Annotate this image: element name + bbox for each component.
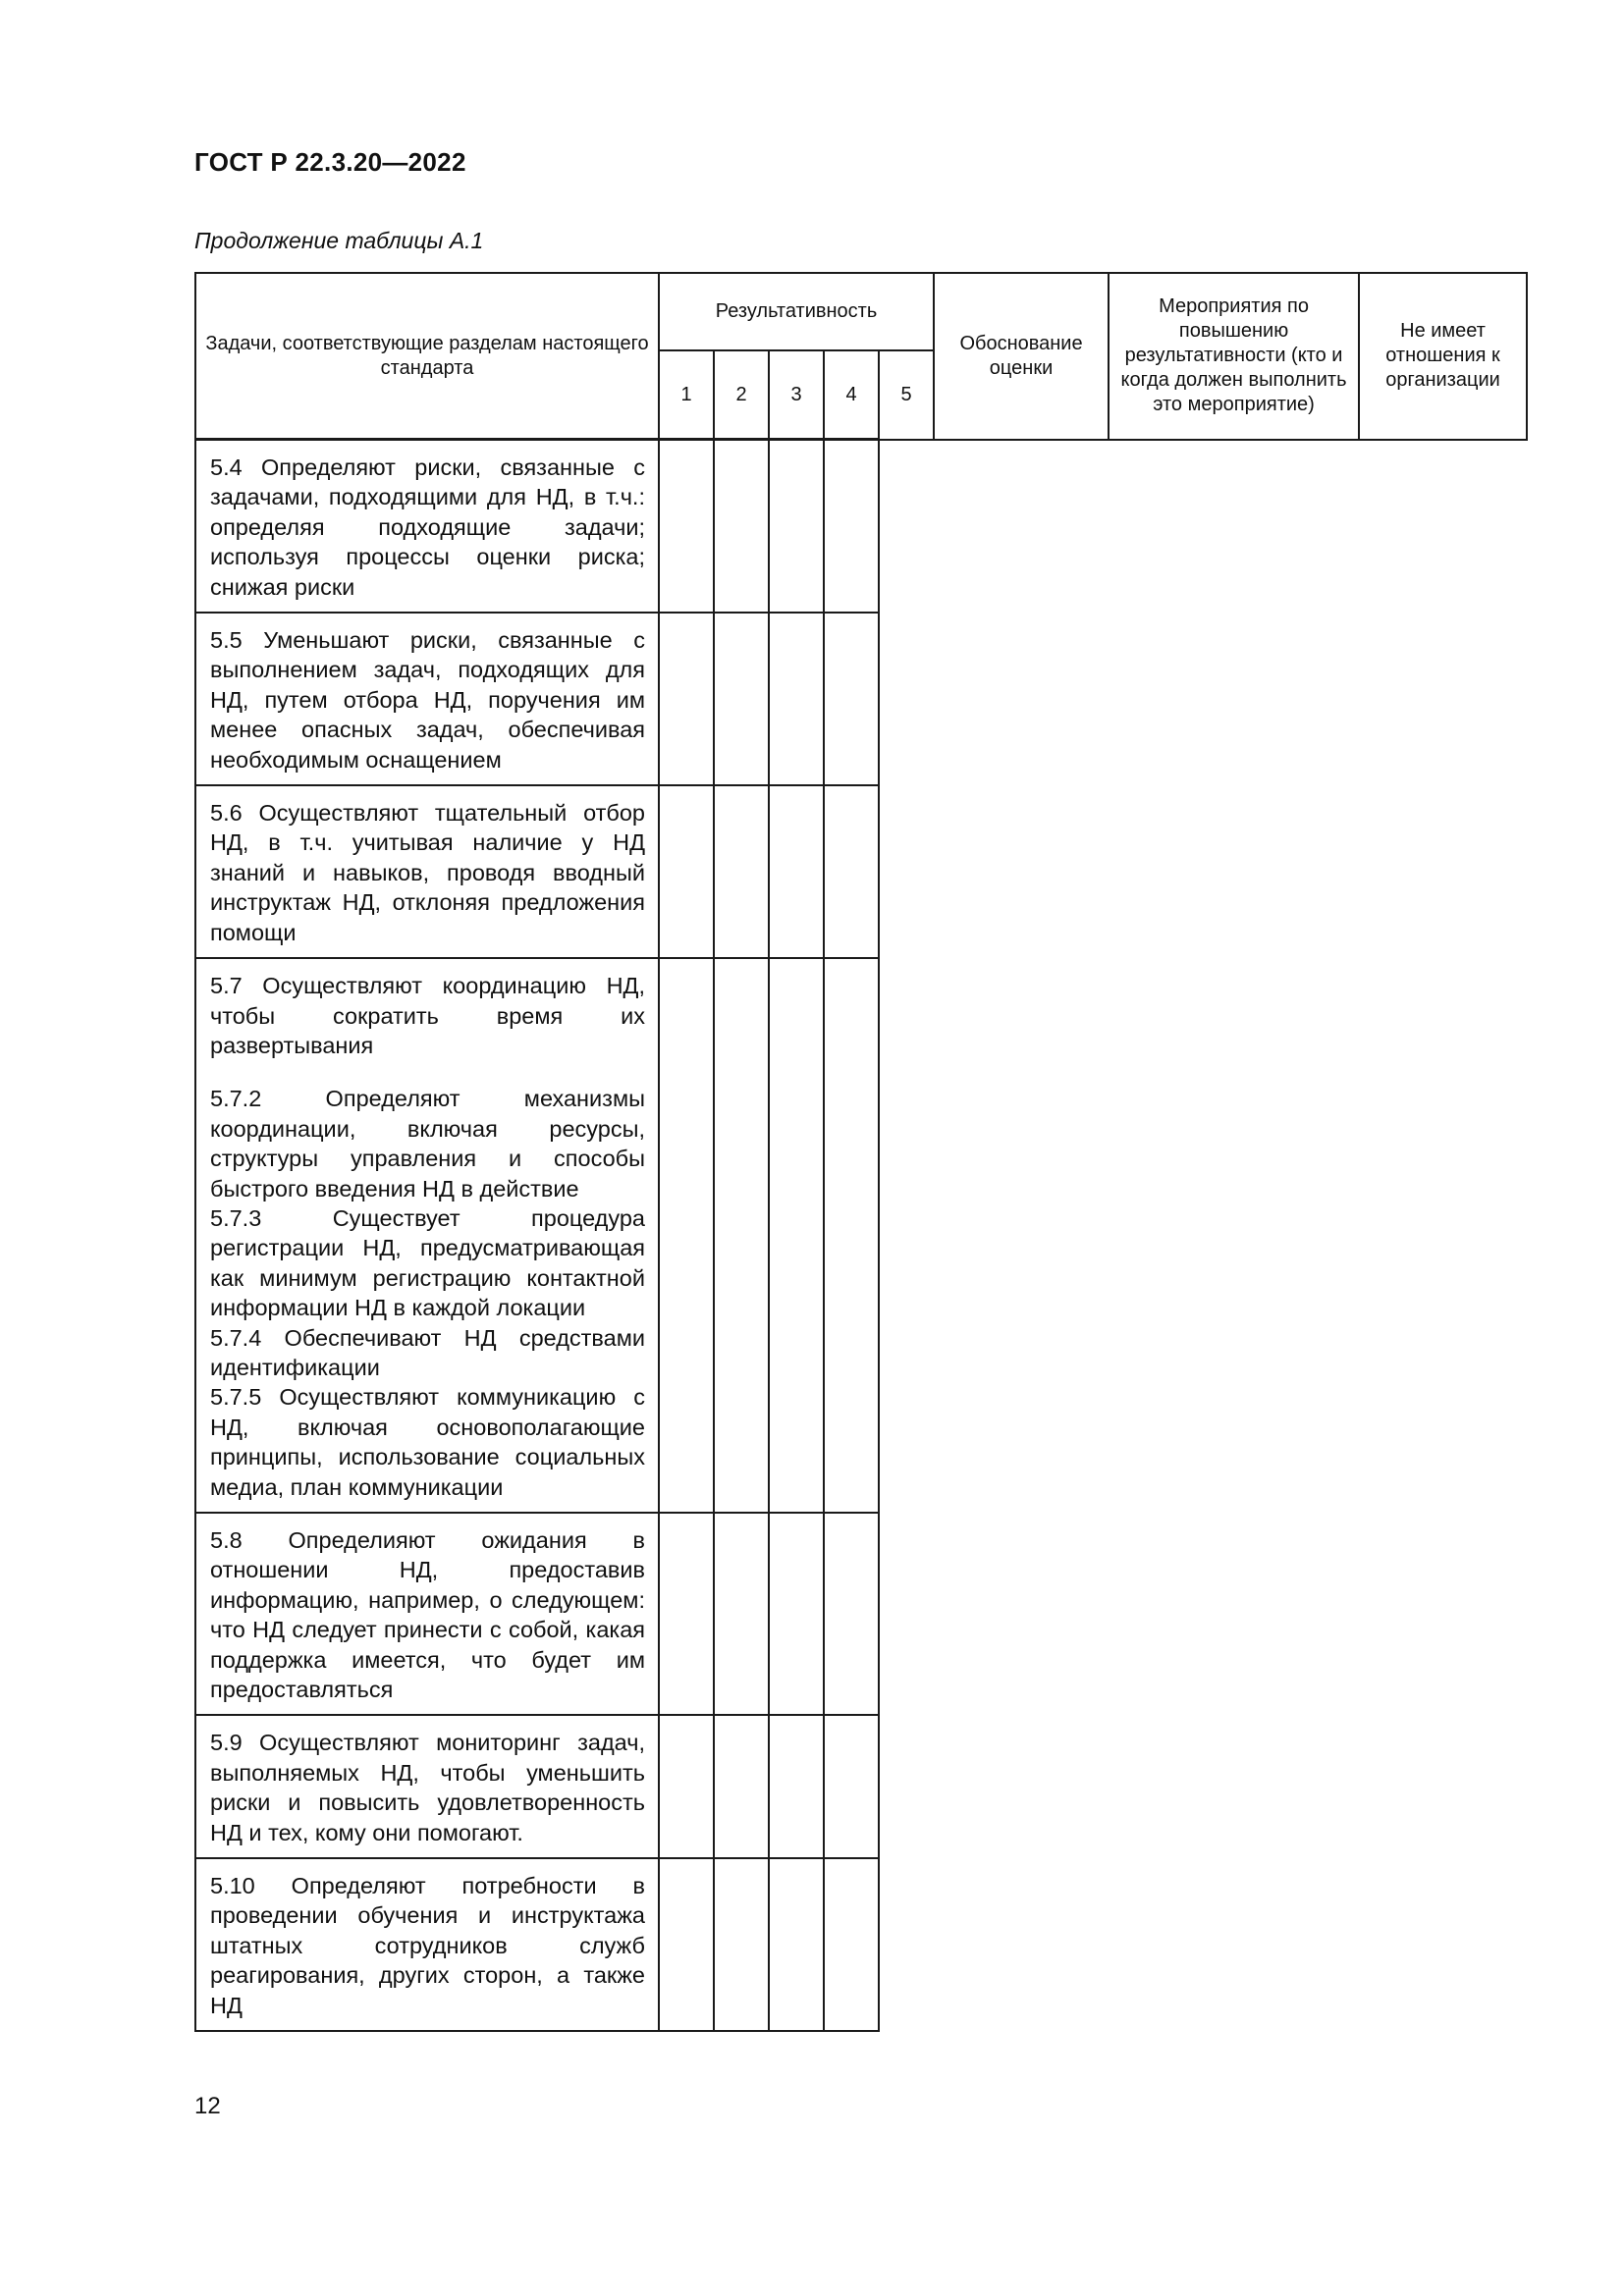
subtask-text: 5.7.3 Существует процедура регистрации НД, предусматривающая как минимум регистрацию контактной информации НД в каждой локации	[210, 1204, 645, 1321]
subtask-text: 5.7.4 Обеспечивают НД средствами идентификации	[210, 1324, 645, 1380]
measures-cell[interactable]	[769, 1858, 824, 2031]
table-row	[195, 1858, 1527, 2031]
table-row	[195, 785, 1527, 958]
task-cell	[195, 613, 659, 785]
subtask-text: 5.7.2 Определяют механизмы координации, включая ресурсы, структуры управления и способы быстрого введения НД в действие	[210, 1086, 645, 1201]
not-applicable-cell[interactable]	[824, 1513, 879, 1715]
task-text: 5.9 Осуществляют мониторинг задач, выполняемых НД, чтобы уменьшить риски и повысить удовлетворенность НД и тех, кому они помогают.	[210, 1730, 645, 1845]
justification-cell[interactable]	[714, 613, 769, 785]
effectiveness-cell[interactable]	[659, 440, 714, 614]
task-cell	[195, 1715, 659, 1858]
justification-cell[interactable]	[714, 440, 769, 614]
task-text: 5.6 Осуществляют тщательный отбор НД, в т.ч. учитывая наличие у НД знаний и навыков, проводя вводный инструктаж НД, отклоняя предложения помощи	[210, 800, 645, 945]
task-text: 5.7 Осуществляют координацию НД, чтобы сократить время их развертывания	[210, 973, 645, 1058]
task-text: 5.8 Определияют ожидания в отношении НД, предоставив информацию, например, о следующем: что НД следует принести с собой, какая поддержка имеется, что будет им предоставляться	[210, 1527, 645, 1703]
col-header-effectiveness: Результативность	[659, 273, 934, 350]
task-cell	[195, 1858, 659, 2031]
task-cell	[195, 785, 659, 958]
justification-cell[interactable]	[714, 1858, 769, 2031]
task-text: 5.10 Определяют потребности в проведении обучения и инструктажа штатных сотрудников служб реагирования, других сторон, а также НД	[210, 1873, 645, 2018]
effectiveness-cell[interactable]	[659, 613, 714, 785]
not-applicable-cell[interactable]	[824, 613, 879, 785]
measures-cell[interactable]	[769, 785, 824, 958]
col-header-tasks: Задачи, соответствующие разделам настоящего стандарта	[195, 273, 659, 440]
table-row	[195, 958, 1527, 1513]
effectiveness-cell[interactable]	[659, 958, 714, 1513]
col-header-not-applicable: Не имеет отношения к организации	[1359, 273, 1527, 440]
not-applicable-cell[interactable]	[824, 958, 879, 1513]
not-applicable-cell[interactable]	[824, 785, 879, 958]
assessment-table	[194, 272, 1528, 2032]
measures-cell[interactable]	[769, 958, 824, 1513]
subtask-text: 5.7.5 Осуществляют коммуникацию с НД, включая основополагающие принципы, использование социальных медиа, план коммуникации	[210, 1384, 645, 1500]
col-header-score-2: 2	[714, 350, 769, 440]
not-applicable-cell[interactable]	[824, 1715, 879, 1858]
col-header-score-4: 4	[824, 350, 879, 440]
col-header-score-5: 5	[879, 350, 934, 440]
justification-cell[interactable]	[714, 1513, 769, 1715]
effectiveness-cell[interactable]	[659, 785, 714, 958]
table-row	[195, 440, 1527, 614]
task-cell	[195, 440, 659, 614]
not-applicable-cell[interactable]	[824, 440, 879, 614]
col-header-justification: Обоснование оценки	[934, 273, 1109, 440]
task-text: 5.4 Определяют риски, связанные с задачами, подходящими для НД, в т.ч.: определяя подходящие задачи; используя процессы оценки риска; снижая риски	[210, 454, 645, 600]
effectiveness-cell[interactable]	[659, 1715, 714, 1858]
page-number: 12	[194, 2093, 221, 2119]
table-row	[195, 613, 1527, 785]
col-header-score-1: 1	[659, 350, 714, 440]
table-caption: Продолжение таблицы А.1	[194, 228, 484, 253]
task-cell	[195, 958, 659, 1513]
col-header-measures: Мероприятия по повышению результативности (кто и когда должен выполнить это мероприятие)	[1109, 273, 1359, 440]
justification-cell[interactable]	[714, 785, 769, 958]
measures-cell[interactable]	[769, 1513, 824, 1715]
document-code: ГОСТ Р 22.3.20—2022	[194, 147, 466, 177]
measures-cell[interactable]	[769, 1715, 824, 1858]
not-applicable-cell[interactable]	[824, 1858, 879, 2031]
measures-cell[interactable]	[769, 440, 824, 614]
col-header-score-3: 3	[769, 350, 824, 440]
effectiveness-cell[interactable]	[659, 1858, 714, 2031]
justification-cell[interactable]	[714, 1715, 769, 1858]
task-cell	[195, 1513, 659, 1715]
task-text: 5.5 Уменьшают риски, связанные с выполнением задач, подходящих для НД, путем отбора НД, поручения им менее опасных задач, обеспечивая необходимым оснащением	[210, 627, 645, 773]
justification-cell[interactable]	[714, 958, 769, 1513]
table-row	[195, 1513, 1527, 1715]
measures-cell[interactable]	[769, 613, 824, 785]
table-row	[195, 1715, 1527, 1858]
effectiveness-cell[interactable]	[659, 1513, 714, 1715]
